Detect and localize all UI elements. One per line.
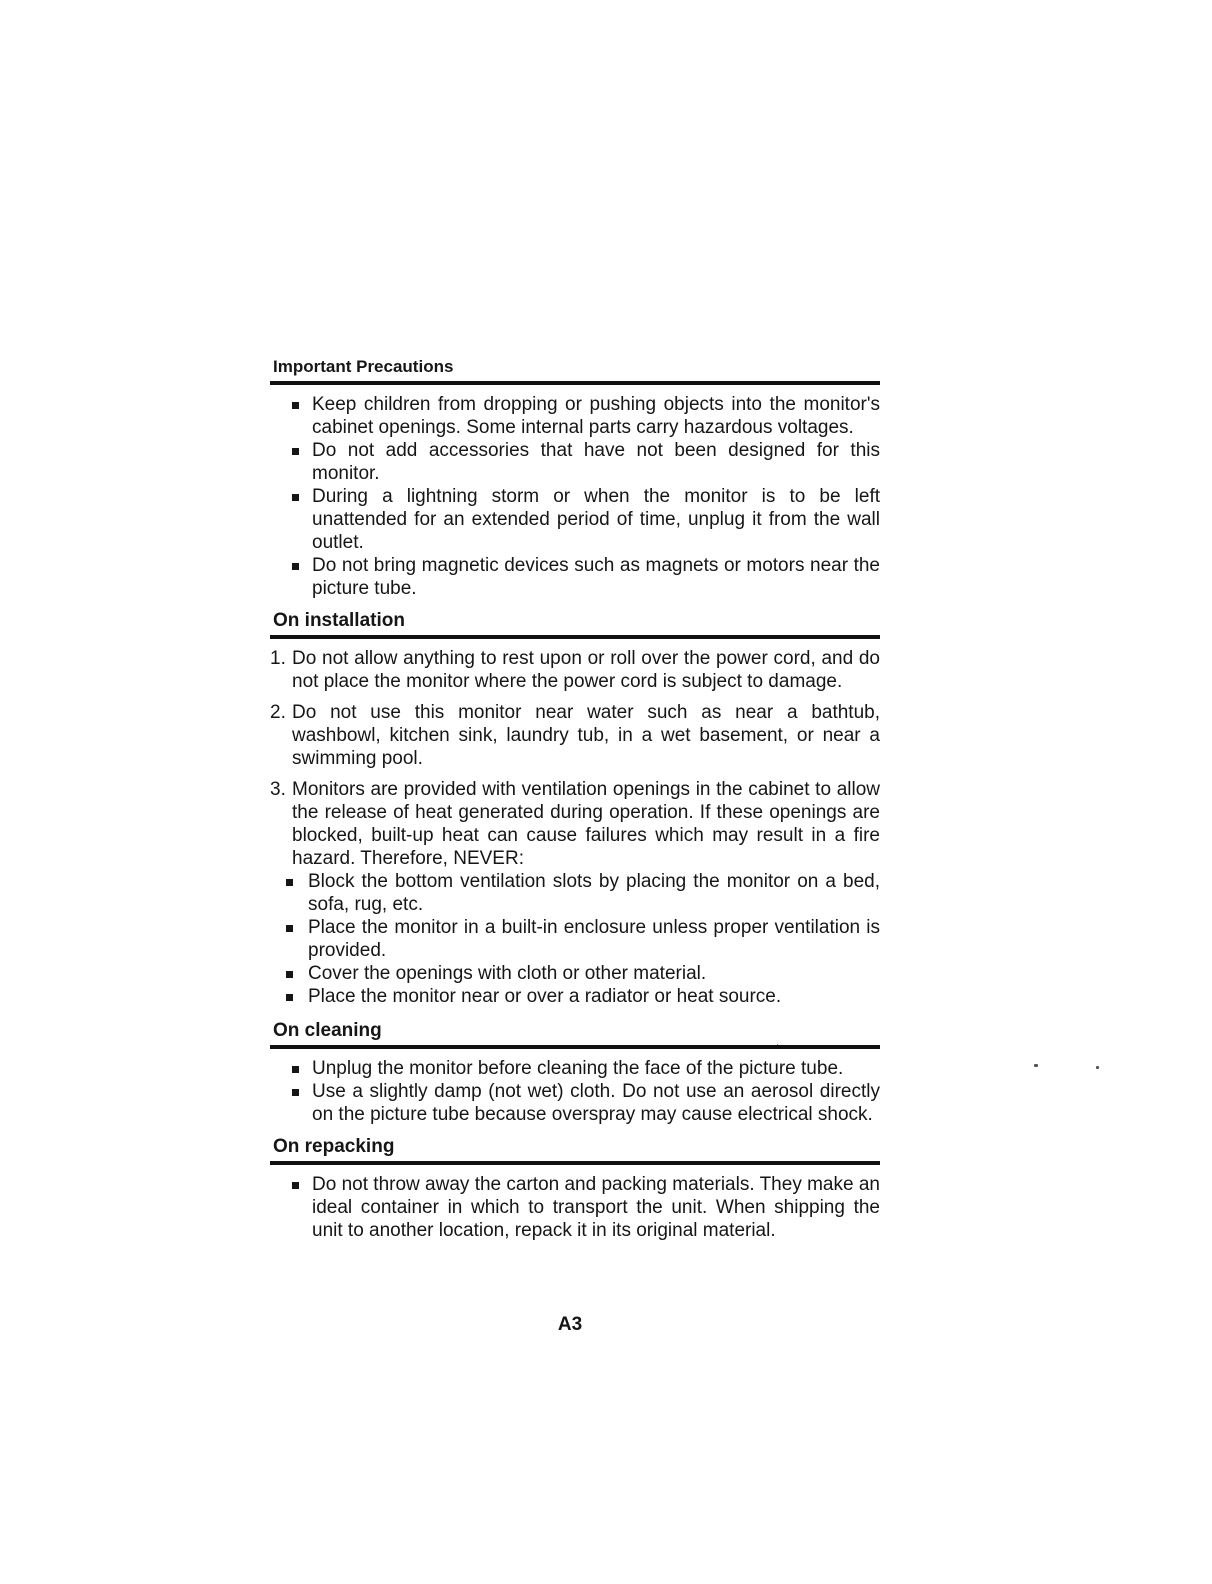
section-rule — [270, 1161, 880, 1165]
precautions-content — [270, 356, 880, 1242]
bullet-square-icon — [286, 994, 293, 1001]
numbered-item — [270, 778, 880, 1008]
page-number: A3 — [557, 1314, 583, 1335]
section-title-on-installation: On installation — [273, 610, 405, 631]
scan-speck — [1096, 1066, 1099, 1069]
list-item-text: Place the monitor in a built-in enclosure unless proper ventilation is provided. — [308, 917, 880, 961]
bullet-square-icon — [292, 563, 299, 570]
bullet-square-icon — [286, 925, 293, 932]
list-item — [270, 1173, 880, 1242]
scan-speck — [1034, 1064, 1038, 1067]
list-item-text: Do not throw away the carton and packing materials. They make an ideal container in which to transport the unit. When shipping the unit to another location, repack it in its original material. — [312, 1174, 880, 1241]
section-rule — [270, 381, 880, 385]
item-number: 2. — [270, 702, 286, 723]
list-item — [270, 439, 880, 485]
list-item — [270, 870, 880, 916]
list-item — [270, 485, 880, 554]
numbered-item-text: Do not allow anything to rest upon or roll over the power cord, and do not place the monitor where the power cord is subject to damage. — [292, 648, 880, 692]
section-title-on-repacking: On repacking — [273, 1136, 395, 1157]
important-precautions-list — [270, 393, 880, 600]
list-item-text: During a lightning storm or when the monitor is to be left unattended for an extended period of time, unplug it from the wall outlet. — [312, 486, 880, 553]
list-item — [270, 554, 880, 600]
never-list — [270, 870, 880, 1008]
list-item — [270, 393, 880, 439]
list-item-text: Do not bring magnetic devices such as magnets or motors near the picture tube. — [312, 555, 880, 599]
repacking-list — [270, 1173, 880, 1242]
bullet-square-icon — [292, 448, 299, 455]
bullet-square-icon — [292, 402, 299, 409]
list-item — [270, 916, 880, 962]
section-title-on-cleaning: On cleaning — [273, 1020, 382, 1041]
list-item — [270, 1057, 880, 1080]
list-item-text: Do not add accessories that have not been designed for this monitor. — [312, 440, 880, 484]
bullet-square-icon — [292, 1066, 299, 1073]
bullet-square-icon — [286, 971, 293, 978]
bullet-square-icon — [292, 494, 299, 501]
section-title-important-precautions: Important Precautions — [273, 357, 454, 376]
numbered-item-text: Monitors are provided with ventilation openings in the cabinet to allow the release of heat generated during operation. If these openings are blocked, built-up heat can cause failures which may result in a fire hazard. Therefore, NEVER: — [292, 779, 880, 869]
list-item-text: Keep children from dropping or pushing objects into the monitor's cabinet openings. Some internal parts carry hazardous voltages. — [312, 394, 880, 438]
list-item — [270, 985, 880, 1008]
installation-list — [270, 647, 880, 1008]
section-rule — [270, 635, 880, 639]
list-item-text: Block the bottom ventilation slots by placing the monitor on a bed, sofa, rug, etc. — [308, 871, 880, 915]
scan-speck — [777, 1044, 778, 1045]
list-item-text: Cover the openings with cloth or other material. — [308, 963, 707, 984]
item-number: 3. — [270, 779, 286, 800]
list-item-text: Place the monitor near or over a radiator or heat source. — [308, 986, 782, 1007]
numbered-item — [270, 701, 880, 770]
list-item-text: Unplug the monitor before cleaning the face of the picture tube. — [312, 1058, 844, 1079]
list-item-text: Use a slightly damp (not wet) cloth. Do not use an aerosol directly on the picture tube because overspray may cause electrical shock. — [312, 1081, 880, 1125]
item-number: 1. — [270, 648, 286, 669]
numbered-item-text: Do not use this monitor near water such as near a bathtub, washbowl, kitchen sink, laundry tub, in a wet basement, or near a swimming pool. — [292, 702, 880, 769]
list-item — [270, 1080, 880, 1126]
list-item — [270, 962, 880, 985]
bullet-square-icon — [292, 1089, 299, 1096]
cleaning-list — [270, 1057, 880, 1126]
numbered-item — [270, 647, 880, 693]
bullet-square-icon — [286, 879, 293, 886]
bullet-square-icon — [292, 1182, 299, 1189]
section-rule — [270, 1045, 880, 1049]
